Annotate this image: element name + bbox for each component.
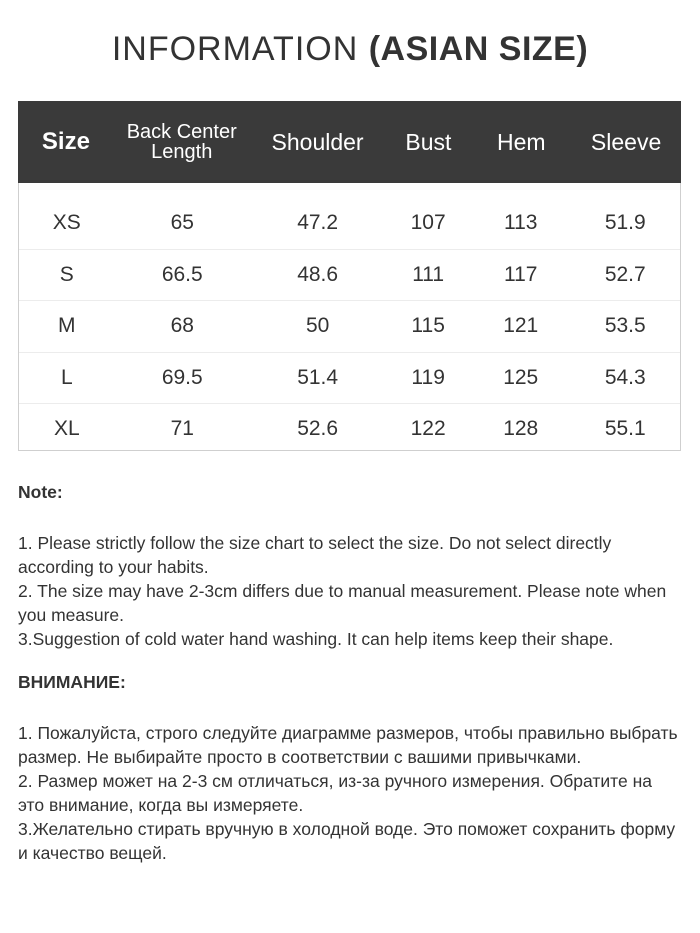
note-item-ru: 2. Размер может на 2-3 см отличаться, из-за ручного измерения. Обратите на это внимание, когда вы измеряете. [18,771,652,815]
cell-sleeve: 52.7 [604,262,646,286]
table-row [19,301,680,353]
header-sleeve: Sleeve [590,129,662,155]
notes-section [18,480,682,865]
cell-bust: 115 [411,314,445,338]
cell-sleeve: 54.3 [604,365,646,389]
note-item-ru: 3.Желательно стирать вручную в холодной воде. Это поможет сохранить форму и качество вещей. [18,819,676,863]
header-size: Size [41,128,90,155]
size-chart-table [18,101,681,451]
table-header-row [18,101,681,183]
cell-sleeve: 51.9 [604,211,646,235]
table-body [19,183,680,455]
cell-sleeve: 53.5 [604,314,646,338]
note-heading-en: Note: [18,482,63,502]
cell-bust: 107 [410,211,446,235]
cell-shoulder: 52.6 [297,417,339,441]
cell-shoulder: 50 [305,314,330,338]
header-shoulder: Shoulder [271,129,364,155]
cell-back-center-length: 66.5 [161,262,203,286]
cell-bust: 122 [410,417,446,441]
cell-bust: 119 [411,365,445,389]
note-item-ru: 1. Пожалуйста, строго следуйте диаграмме размеров, чтобы правильно выбрать размер. Не выбирайте просто в соответствии с вашими привычками. [18,723,678,767]
cell-size: L [60,365,73,389]
table-row [19,353,680,405]
cell-size: S [59,262,74,286]
cell-shoulder: 51.4 [297,365,339,389]
page-title [0,30,700,69]
note-item-en: 3.Suggestion of cold water hand washing. It can help items keep their shape. [18,629,614,649]
note-item-en: 2. The size may have 2-3cm differs due to manual measurement. Please note when you measure. [18,581,667,625]
cell-size: XS [52,211,81,235]
cell-shoulder: 48.6 [297,262,339,286]
cell-hem: 113 [503,211,538,235]
cell-hem: 117 [503,262,538,286]
cell-back-center-length: 68 [170,314,194,338]
header-bust: Bust [405,129,452,155]
table-row [19,198,680,250]
table-row [19,250,680,302]
note-item-en: 1. Please strictly follow the size chart to select the size. Do not select directly according to your habits. [18,533,612,577]
cell-sleeve: 55.1 [604,417,646,441]
cell-bust: 111 [412,262,445,286]
table-row [19,404,680,455]
cell-hem: 125 [503,365,539,389]
cell-size: M [58,314,76,338]
header-back-center-length: Back Center Length [126,121,237,163]
header-hem: Hem [496,129,546,155]
note-heading-ru: ВНИМАНИЕ: [18,672,126,692]
cell-hem: 128 [503,417,539,441]
cell-size: XL [53,417,80,441]
cell-back-center-length: 71 [170,417,194,441]
cell-back-center-length: 65 [170,211,194,235]
title-size-system: (ASIAN SIZE) [368,30,589,68]
cell-back-center-length: 69.5 [161,365,203,389]
cell-hem: 121 [503,314,539,338]
title-main: INFORMATION [111,30,359,68]
cell-shoulder: 47.2 [297,211,339,235]
